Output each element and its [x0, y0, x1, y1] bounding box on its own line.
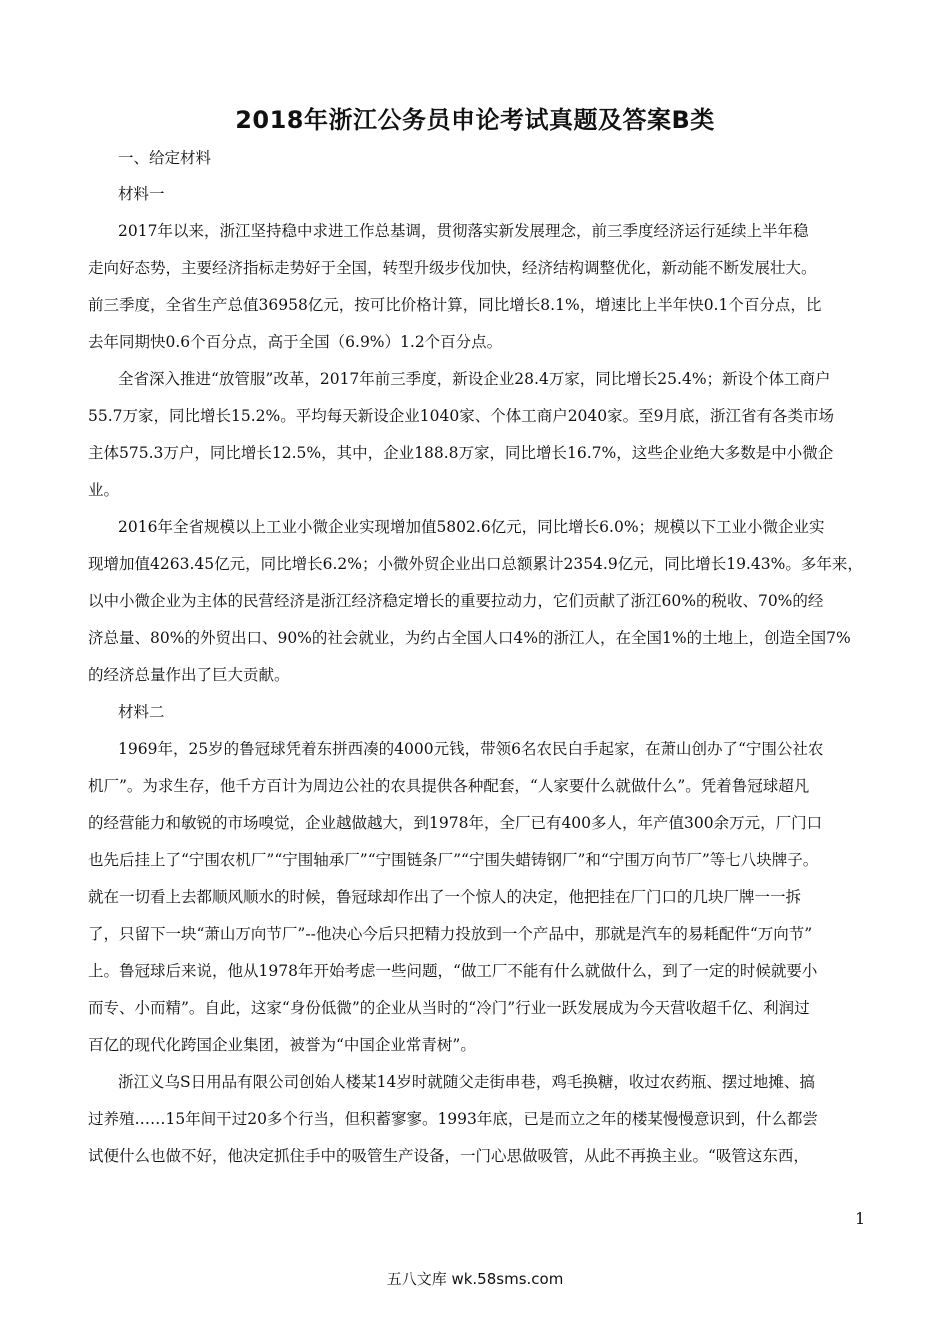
paragraph-line: 全省深入推进“放管服”改革，2017年前三季度，新设企业28.4万家，同比增长25.4%；新设个体工商户 — [118, 370, 831, 388]
paragraph-line: 了，只留下一块“萧山万向节厂”--他决心今后只把精力投放到一个产品中，那就是汽车的易耗配件“万向节” — [88, 925, 813, 943]
paragraph-line: 机厂”。为求生存，他千方百计为周边公社的农具提供各种配套，“人家要什么就做什么”。凭着鲁冠球超凡 — [88, 777, 810, 795]
paragraph-line: 上。鲁冠球后来说，他从1978年开始考虑一些问题，“做工厂不能有什么就做什么，到了一定的时候就要小 — [88, 962, 818, 980]
section-heading: 一、给定材料 — [118, 149, 212, 167]
paragraph-line: 55.7万家，同比增长15.2%。平均每天新设企业1040家、个体工商户2040家。至9月底，浙江省有各类市场 — [88, 407, 835, 425]
paragraph-line: 2016年全省规模以上工业小微企业实现增加值5802.6亿元，同比增长6.0%；规模以下工业小微企业实 — [118, 518, 825, 536]
paragraph-line: 而专、小而精”。自此，这家“身份低微”的企业从当时的“冷门”行业一跃发展成为今天营收超千亿、利润过 — [88, 999, 810, 1017]
footer-watermark: 五八文库 wk.58sms.com — [386, 1270, 564, 1288]
material-heading: 材料一 — [118, 185, 165, 203]
paragraph-line: 去年同期快0.6个百分点，高于全国（6.9%）1.2个百分点。 — [88, 333, 503, 351]
paragraph-line: 也先后挂上了“宁围农机厂”“宁围轴承厂”“宁围链条厂”“宁围失蜡铸钢厂”和“宁围万向节厂”等七八块牌子。 — [88, 851, 819, 869]
paragraph-line: 过养殖……15年间干过20多个行当，但积蓄寥寥。1993年底，已是而立之年的楼某慢慢意识到，什么都尝 — [88, 1110, 818, 1128]
page-number: 1 — [855, 1209, 866, 1228]
paragraph-line: 就在一切看上去都顺风顺水的时候，鲁冠球却作出了一个惊人的决定，他把挂在厂门口的几块厂牌一一拆 — [88, 888, 802, 906]
paragraph-line: 浙江义乌S日用品有限公司创始人楼某14岁时就随父走街串巷，鸡毛换糖，收过农药瓶、摆过地摊、搞 — [118, 1073, 815, 1091]
material-heading: 材料二 — [118, 703, 165, 721]
paragraph-line: 现增加值4263.45亿元，同比增长6.2%；小微外贸企业出口总额累计2354.9亿元，同比增长19.43%。多年来， — [88, 555, 863, 573]
paragraph-line: 1969年，25岁的鲁冠球凭着东拼西凑的4000元钱，带领6名农民白手起家，在萧山创办了“宁围公社农 — [118, 740, 824, 758]
paragraph-line: 以中小微企业为主体的民营经济是浙江经济稳定增长的重要拉动力，它们贡献了浙江60%的税收、70%的经 — [88, 592, 824, 610]
paragraph-line: 试便什么也做不好，他决定抓住手中的吸管生产设备，一门心思做吸管，从此不再换主业。“吸管这东西， — [88, 1147, 809, 1165]
paragraph-line: 主体575.3万户，同比增长12.5%，其中，企业188.8万家，同比增长16.7%，这些企业绝大多数是中小微企 — [88, 444, 834, 462]
paragraph-line: 走向好态势，主要经济指标走势好于全国，转型升级步伐加快，经济结构调整优化，新动能不断发展壮大。 — [88, 259, 817, 277]
paragraph-line: 济总量、80%的外贸出口、90%的社会就业，为约占全国人口4%的浙江人，在全国1%的土地上，创造全国7% — [88, 629, 851, 647]
paragraph-line: 2017年以来，浙江坚持稳中求进工作总基调，贯彻落实新发展理念，前三季度经济运行延续上半年稳 — [118, 222, 809, 240]
paragraph-line: 的经济总量作出了巨大贡献。 — [88, 666, 290, 684]
paragraph-line: 前三季度，全省生产总值36958亿元，按可比价格计算，同比增长8.1%，增速比上半年快0.1个百分点，比 — [88, 296, 822, 314]
paragraph-line: 的经营能力和敏锐的市场嗅觉，企业越做越大，到1978年，全厂已有400多人，年产值300余万元，厂门口 — [88, 814, 823, 832]
document-title: 2018年浙江公务员申论考试真题及答案B类 — [235, 106, 715, 134]
paragraph-line: 业。 — [88, 481, 120, 499]
paragraph-line: 百亿的现代化跨国企业集团，被誉为“中国企业常青树”。 — [88, 1036, 476, 1054]
